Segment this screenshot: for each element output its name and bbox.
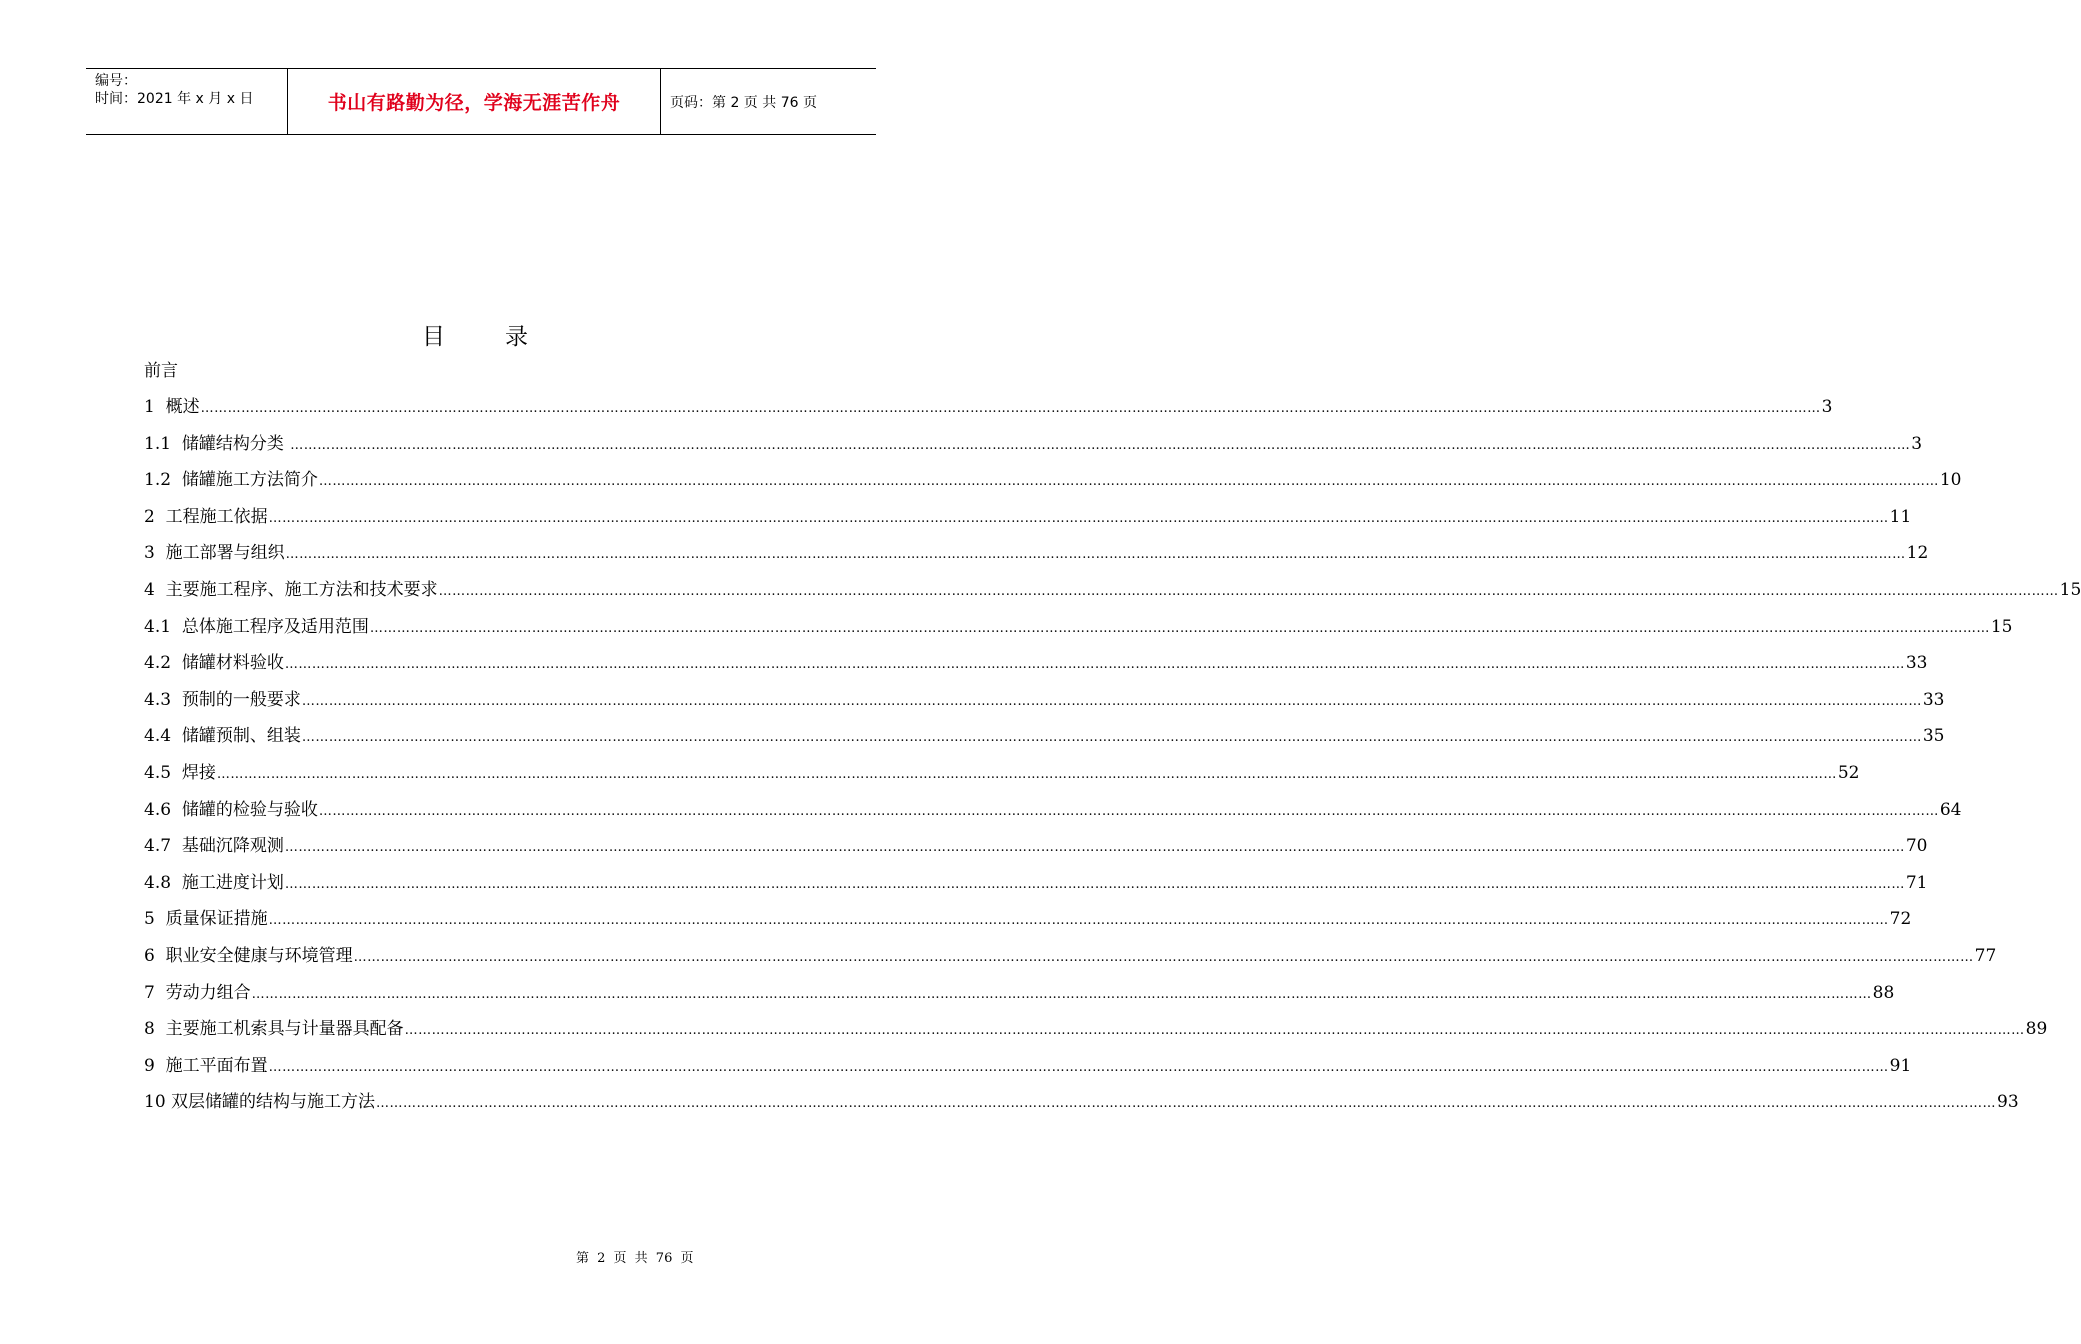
toc-entry-number: 8 bbox=[144, 1019, 166, 1040]
toc-entry-label: 概述 bbox=[165, 397, 200, 417]
toc-leader-dots: ……………………………………………………………………………………………………………………………………………………………………………………………………………………………………………………………………………………………………………………………… bbox=[216, 766, 1837, 782]
header-page-cell bbox=[661, 69, 876, 134]
toc-entry-label: 总体施工程序及适用范围 bbox=[181, 616, 369, 637]
toc-entry-number: 1.2 bbox=[144, 470, 182, 491]
toc-entry[interactable] bbox=[144, 396, 1833, 433]
toc-entry[interactable] bbox=[144, 1018, 2048, 1055]
toc-leader-dots: ……………………………………………………………………………………………………………………………………………………………………………………………………………………………………………………………………………………………………………………………… bbox=[284, 657, 1905, 673]
toc-entry[interactable] bbox=[144, 908, 1912, 945]
toc-list bbox=[144, 396, 2081, 1128]
toc-entry-page: 15 bbox=[2059, 579, 2081, 600]
toc-leader-dots: ……………………………………………………………………………………………………………………………………………………………………………………………………………………………………………………………………………………………………………………………… bbox=[318, 474, 1939, 490]
toc-entry-number: 4.4 bbox=[144, 726, 182, 747]
toc-entry[interactable] bbox=[144, 542, 1929, 579]
toc-entry-number: 3 bbox=[144, 543, 166, 564]
toc-entry[interactable] bbox=[144, 1055, 1912, 1092]
toc-entry-number: 4.2 bbox=[144, 653, 182, 674]
toc-leader-dots: ……………………………………………………………………………………………………………………………………………………………………………………………………………………………………………………………………………………………………………………………… bbox=[200, 401, 1821, 416]
toc-entry-label: 施工平面布置 bbox=[165, 1055, 268, 1076]
toc-leader-dots: ……………………………………………………………………………………………………………………………………………………………………………………………………………………………………………………………………………………………………………………………… bbox=[284, 876, 1905, 892]
toc-entry-number: 4.3 bbox=[144, 689, 182, 710]
toc-entry-page: 88 bbox=[1872, 982, 1895, 1003]
toc-entry-label: 储罐施工方法简介 bbox=[181, 470, 318, 491]
toc-entry[interactable] bbox=[144, 433, 1923, 470]
toc-title: 目录 bbox=[422, 324, 588, 350]
toc-leader-dots: ……………………………………………………………………………………………………………………………………………………………………………………………………………………………………………………………………………………………………………………………… bbox=[284, 840, 1905, 856]
toc-entry-label: 储罐材料验收 bbox=[181, 653, 284, 674]
toc-entry-label: 工程施工依据 bbox=[165, 506, 268, 527]
toc-entry[interactable] bbox=[144, 835, 1928, 872]
toc-entry-label: 基础沉降观测 bbox=[181, 836, 284, 857]
toc-entry-label: 储罐预制、组装 bbox=[181, 726, 301, 747]
document-number-label: 编号： bbox=[95, 73, 137, 89]
toc-entry-page: 64 bbox=[1939, 799, 1962, 820]
toc-entry-label: 施工部署与组织 bbox=[165, 543, 285, 564]
toc-entry-page: 33 bbox=[1922, 689, 1945, 710]
toc-leader-dots: ……………………………………………………………………………………………………………………………………………………………………………………………………………………………………………………………………………………………………………………………… bbox=[301, 730, 1922, 746]
toc-leader-dots: ……………………………………………………………………………………………………………………………………………………………………………………………………………………………………………………………………………………………………………………………… bbox=[268, 913, 1889, 929]
toc-leader-dots: ……………………………………………………………………………………………………………………………………………………………………………………………………………………………………………………………………………………………………………………………… bbox=[376, 1096, 1997, 1112]
toc-entry-number: 7 bbox=[144, 982, 166, 1003]
toc-entry-page: 77 bbox=[1974, 945, 1997, 966]
toc-leader-dots: ……………………………………………………………………………………………………………………………………………………………………………………………………………………………………………………………………………………………………………………………… bbox=[404, 1023, 2025, 1039]
toc-entry[interactable] bbox=[144, 579, 2081, 616]
toc-leader-dots: ……………………………………………………………………………………………………………………………………………………………………………………………………………………………………………………………………………………………………………………………… bbox=[285, 547, 1906, 563]
page-footer: 第 2 页 共 76 页 bbox=[576, 1251, 694, 1266]
toc-entry-page: 91 bbox=[1889, 1055, 1912, 1076]
toc-entry[interactable] bbox=[144, 872, 1928, 909]
toc-entry-page: 10 bbox=[1939, 470, 1962, 491]
toc-preface[interactable]: 前言 bbox=[144, 361, 178, 381]
page-header bbox=[86, 68, 876, 135]
toc-entry-number: 4.5 bbox=[144, 762, 182, 783]
header-motto-cell bbox=[288, 69, 661, 134]
header-meta-cell bbox=[86, 69, 288, 134]
toc-entry-page: 3 bbox=[1911, 433, 1923, 454]
toc-entry-page: 11 bbox=[1889, 506, 1912, 527]
table-of-contents bbox=[144, 360, 2081, 1128]
toc-entry-number: 4 bbox=[144, 579, 166, 600]
toc-entry-number: 4.6 bbox=[144, 799, 182, 820]
toc-entry-page: 52 bbox=[1837, 762, 1860, 783]
toc-entry-number: 9 bbox=[144, 1055, 166, 1076]
toc-entry-page: 89 bbox=[2025, 1019, 2048, 1040]
toc-entry-page: 12 bbox=[1906, 543, 1929, 564]
toc-entry-number: 4.7 bbox=[144, 836, 182, 857]
toc-entry-number: 4.1 bbox=[144, 616, 182, 637]
header-page-info: 页码：第 2 页 共 76 页 bbox=[670, 94, 817, 111]
toc-entry-label: 储罐的检验与验收 bbox=[181, 799, 318, 820]
toc-entry[interactable] bbox=[144, 799, 1962, 836]
toc-leader-dots: ……………………………………………………………………………………………………………………………………………………………………………………………………………………………………………………………………………………………………………………………… bbox=[369, 620, 1990, 636]
toc-entry-number: 5 bbox=[144, 909, 166, 930]
toc-leader-dots: ……………………………………………………………………………………………………………………………………………………………………………………………………………………………………………………………………………………………………………………………… bbox=[353, 949, 1974, 965]
toc-entry-label: 劳动力组合 bbox=[165, 982, 251, 1003]
toc-entry-page: 71 bbox=[1905, 872, 1928, 893]
toc-entry-label: 双层储罐的结构与施工方法 bbox=[171, 1092, 376, 1113]
toc-entry[interactable] bbox=[144, 469, 1962, 506]
document-date: 时间：2021 年 x 月 x 日 bbox=[95, 91, 254, 107]
toc-entry[interactable] bbox=[144, 1091, 2019, 1128]
toc-entry-label: 职业安全健康与环境管理 bbox=[165, 945, 353, 966]
toc-leader-dots: ……………………………………………………………………………………………………………………………………………………………………………………………………………………………………………………………………………………………………………………………… bbox=[318, 803, 1939, 819]
toc-entry-number: 1 bbox=[144, 397, 166, 417]
toc-entry[interactable] bbox=[144, 762, 1860, 799]
toc-entry-number: 4.8 bbox=[144, 872, 182, 893]
toc-entry-label: 质量保证措施 bbox=[165, 909, 268, 930]
toc-entry-number: 6 bbox=[144, 945, 166, 966]
toc-entry-page: 15 bbox=[1990, 616, 2013, 637]
toc-entry-page: 93 bbox=[1997, 1092, 2019, 1113]
toc-entry[interactable] bbox=[144, 945, 1997, 982]
toc-entry-label: 储罐结构分类 bbox=[181, 433, 290, 454]
toc-entry-label: 主要施工机索具与计量器具配备 bbox=[165, 1019, 404, 1040]
toc-leader-dots: ……………………………………………………………………………………………………………………………………………………………………………………………………………………………………………………………………………………………………………………………… bbox=[438, 583, 2059, 599]
toc-entry[interactable] bbox=[144, 652, 1928, 689]
toc-entry-label: 焊接 bbox=[181, 762, 216, 783]
toc-leader-dots: ……………………………………………………………………………………………………………………………………………………………………………………………………………………………………………………………………………………………………………………………… bbox=[251, 986, 1872, 1002]
toc-entry-page: 35 bbox=[1922, 726, 1945, 747]
toc-leader-dots: ……………………………………………………………………………………………………………………………………………………………………………………………………………………………………………………………………………………………………………………………… bbox=[268, 510, 1889, 526]
toc-entry[interactable] bbox=[144, 982, 1895, 1019]
toc-entry[interactable] bbox=[144, 689, 1945, 726]
toc-entry-number: 10 bbox=[144, 1092, 172, 1113]
toc-entry-page: 3 bbox=[1821, 397, 1833, 417]
toc-entry-page: 70 bbox=[1905, 836, 1928, 857]
toc-leader-dots: ……………………………………………………………………………………………………………………………………………………………………………………………………………………………………………………………………………………………………………………………… bbox=[268, 1059, 1889, 1075]
toc-entry-label: 预制的一般要求 bbox=[181, 689, 301, 710]
toc-entry-number: 1.1 bbox=[144, 433, 182, 454]
toc-entry-page: 33 bbox=[1905, 653, 1928, 674]
toc-entry[interactable] bbox=[144, 616, 2013, 653]
toc-entry-page: 72 bbox=[1889, 909, 1912, 930]
toc-leader-dots: ……………………………………………………………………………………………………………………………………………………………………………………………………………………………………………………………………………………………………………………………… bbox=[301, 693, 1922, 709]
toc-entry-number: 2 bbox=[144, 506, 166, 527]
toc-entry-label: 施工进度计划 bbox=[181, 872, 284, 893]
toc-entry-label: 主要施工程序、施工方法和技术要求 bbox=[165, 579, 438, 600]
toc-entry[interactable] bbox=[144, 725, 1945, 762]
toc-entry[interactable] bbox=[144, 506, 1912, 543]
toc-leader-dots: ……………………………………………………………………………………………………………………………………………………………………………………………………………………………………………………………………………………………………………………………… bbox=[290, 437, 1911, 453]
header-motto: 书山有路勤为径，学海无涯苦作舟 bbox=[327, 92, 621, 114]
